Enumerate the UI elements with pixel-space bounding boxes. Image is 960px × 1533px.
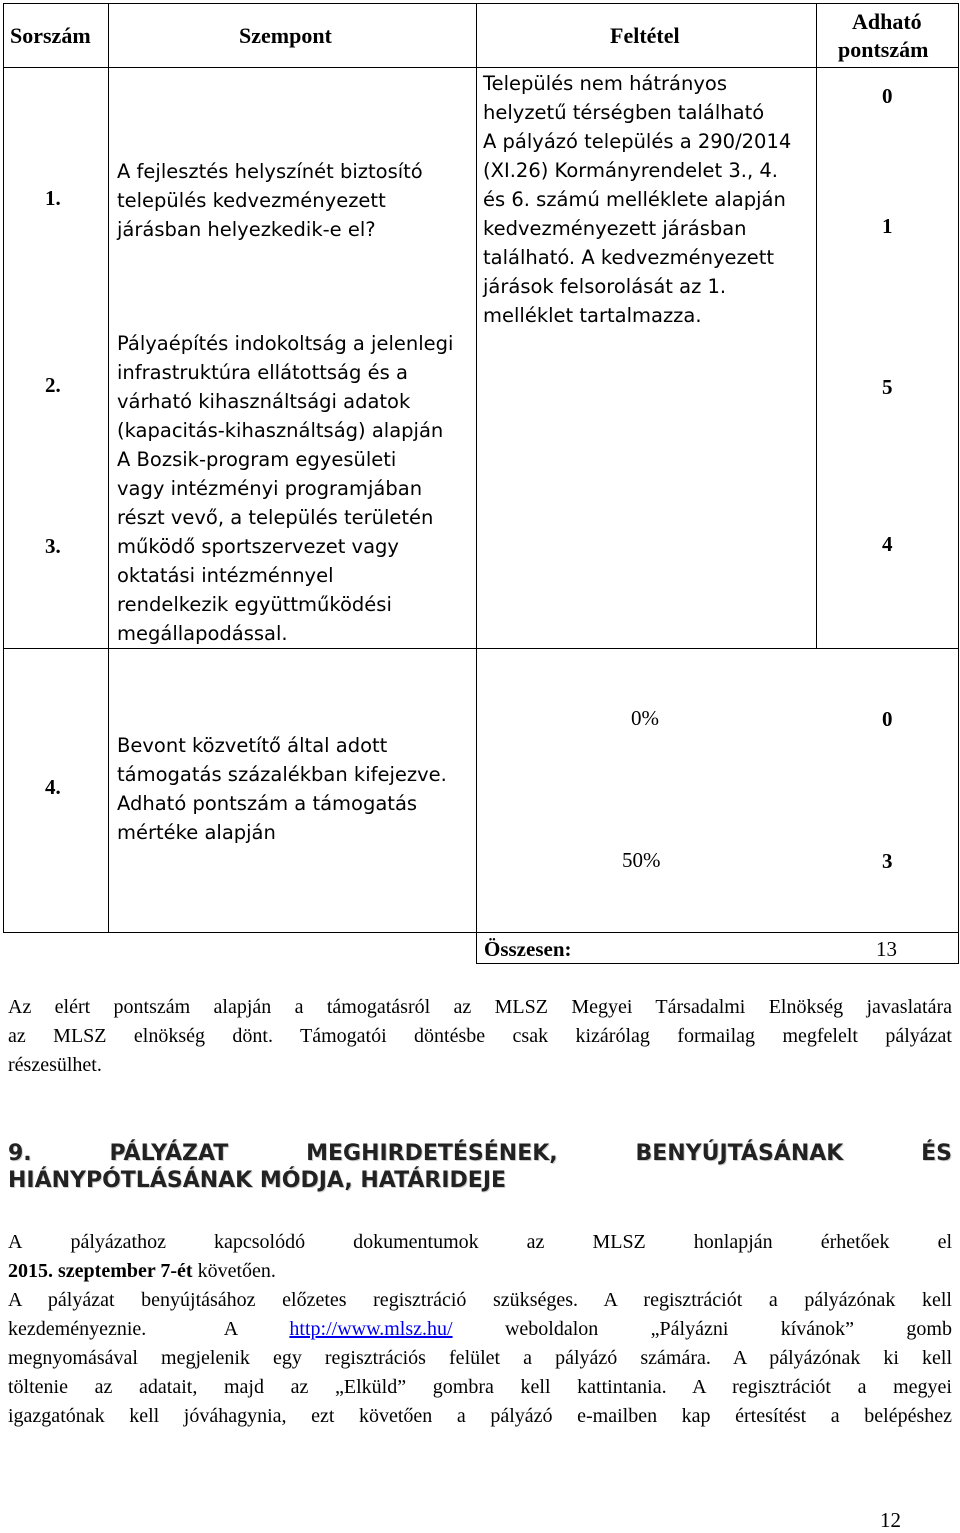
word: az	[526, 1231, 545, 1253]
paragraph-line: töltenie az adatait, majd az „Elküld” gombra kell kattintania. A regisztrációt a megyei	[8, 1376, 952, 1398]
table-left-border	[3, 3, 4, 933]
deadline-date: 2015. szeptember 7-ét	[8, 1260, 193, 1282]
word: dokumentumok	[353, 1231, 479, 1253]
heading-line-1	[8, 1140, 952, 1167]
row-number-3: 3.	[45, 534, 61, 558]
criterion-line: oktatási intézménnyel	[117, 564, 334, 587]
heading-word: BENYÚJTÁSÁNAK	[635, 1141, 844, 1166]
criterion-line: megállapodással.	[117, 622, 288, 645]
condition-line: helyzetű térségben található	[483, 101, 765, 124]
paragraph-line: az MLSZ elnökség dönt. Támogatói döntésbe csak kizárólag formailag megfelelt pályázat	[8, 1025, 952, 1047]
mlsz-link[interactable]: http://www.mlsz.hu/	[289, 1318, 453, 1340]
criterion-line: (kapacitás-kihasználtság) alapján	[117, 419, 444, 442]
header-szempont: Szempont	[239, 23, 332, 48]
condition-line: járások felsorolását az 1.	[483, 275, 727, 298]
table-row4-bottom	[3, 932, 959, 933]
criterion-2	[117, 329, 453, 445]
word: weboldalon „Pályázni kívánok” gomb	[452, 1318, 952, 1340]
row-number-1: 1.	[45, 186, 61, 210]
paragraph-line	[8, 1315, 952, 1344]
criterion-line: támogatás százalékban kifejezve.	[117, 763, 447, 786]
heading-word: PÁLYÁZAT	[109, 1141, 229, 1166]
word: kapcsolódó	[213, 1231, 306, 1253]
total-label: Összesen:	[484, 937, 572, 961]
total-value: 13	[876, 937, 897, 961]
criterion-line: vagy intézményi programjában	[117, 477, 423, 500]
row4-percent-0: 0%	[631, 706, 659, 730]
word: érhetőek	[820, 1231, 890, 1253]
criterion-line: infrastruktúra ellátottság és a	[117, 361, 408, 384]
paragraph-line: igazgatónak kell jóváhagynia, ezt követően a pályázó e-mailben kap értesítést a belépéshez	[8, 1405, 952, 1427]
criterion-line: részt vevő, a település területén	[117, 506, 434, 529]
word: A	[8, 1231, 23, 1253]
word: MLSZ	[592, 1231, 646, 1253]
table-col-divider-3	[816, 3, 817, 649]
criterion-line: rendelkezik együttműködési	[117, 593, 392, 616]
page-number: 12	[880, 1508, 901, 1532]
criterion-line: Bevont közvetítő által adott	[117, 734, 388, 757]
paragraph-line: Az elért pontszám alapján a támogatásról az MLSZ Megyei Társadalmi Elnökség javaslatára	[8, 996, 952, 1018]
heading-line-2: HIÁNYPÓTLÁSÁNAK MÓDJA, HATÁRIDEJE	[8, 1168, 507, 1193]
header-adhato: Adható	[852, 9, 922, 34]
paragraph-line: részesülhet.	[8, 1054, 102, 1076]
criterion-line: település kedvezményezett	[117, 189, 386, 212]
row-number-2: 2.	[45, 373, 61, 397]
condition-line: és 6. számú melléklete alapján	[483, 188, 786, 211]
word: pályázathoz	[70, 1231, 166, 1253]
criterion-line: A fejlesztés helyszínét biztosító	[117, 160, 423, 183]
row4-percent-50: 50%	[622, 848, 661, 872]
evaluation-paragraph	[8, 993, 952, 1080]
word: követően.	[192, 1260, 276, 1282]
submission-paragraph	[8, 1228, 952, 1431]
paragraph-line	[8, 1228, 952, 1257]
criterion-line: Pályaépítés indokoltság a jelenlegi	[117, 332, 454, 355]
section-9-heading	[8, 1140, 952, 1194]
criterion-line: működő sportszervezet vagy	[117, 535, 399, 558]
condition-line: Település nem hátrányos	[483, 72, 727, 95]
paragraph-line: A pályázat benyújtásához előzetes regisztráció szükséges. A regisztrációt a pályázónak kell	[8, 1289, 952, 1311]
word: honlapján	[693, 1231, 773, 1253]
criterion-line: A Bozsik-program egyesületi	[117, 448, 397, 471]
points-condition-b: 1	[882, 214, 893, 238]
condition-line: melléklet tartalmazza.	[483, 304, 702, 327]
criterion-4	[117, 731, 447, 847]
paragraph-line	[8, 1257, 952, 1286]
criterion-1	[117, 157, 423, 244]
word: kezdeményeznie. A	[8, 1318, 290, 1340]
table-col-divider-2	[476, 3, 477, 964]
criterion-line: várható kihasználtsági adatok	[117, 390, 411, 413]
points-row-2: 5	[882, 375, 893, 399]
condition-line: kedvezményezett járásban	[483, 217, 747, 240]
condition-line: A pályázó település a 290/2014	[483, 130, 792, 153]
conditions-text	[483, 69, 791, 330]
condition-line: (XI.26) Kormányrendelet 3., 4.	[483, 159, 778, 182]
criterion-3	[117, 445, 433, 648]
heading-word: 9.	[8, 1141, 32, 1166]
points-row-3: 4	[882, 532, 893, 556]
criterion-line: mértéke alapján	[117, 821, 276, 844]
heading-word: ÉS	[921, 1141, 952, 1166]
paragraph-line: megnyomásával megjelenik egy regisztrációs felület a pályázó számára. A pályázónak ki kell	[8, 1347, 952, 1369]
table-right-border	[958, 3, 959, 964]
header-sorszam: Sorszám	[10, 23, 91, 48]
criterion-line: járásban helyezkedik-e el?	[117, 218, 376, 241]
row4-points-0: 0	[882, 707, 893, 731]
condition-line: található. A kedvezményezett	[483, 246, 775, 269]
table-col-divider-1	[108, 3, 109, 933]
criterion-line: Adható pontszám a támogatás	[117, 792, 418, 815]
heading-word: MEGHIRDETÉSÉNEK,	[306, 1141, 558, 1166]
header-feltetel: Feltétel	[610, 23, 680, 48]
header-pontszam: pontszám	[838, 37, 929, 62]
total-row-bottom	[476, 963, 959, 964]
points-condition-a: 0	[882, 84, 893, 108]
word: el	[937, 1231, 952, 1253]
row-number-4: 4.	[45, 775, 61, 799]
row4-points-50: 3	[882, 849, 893, 873]
